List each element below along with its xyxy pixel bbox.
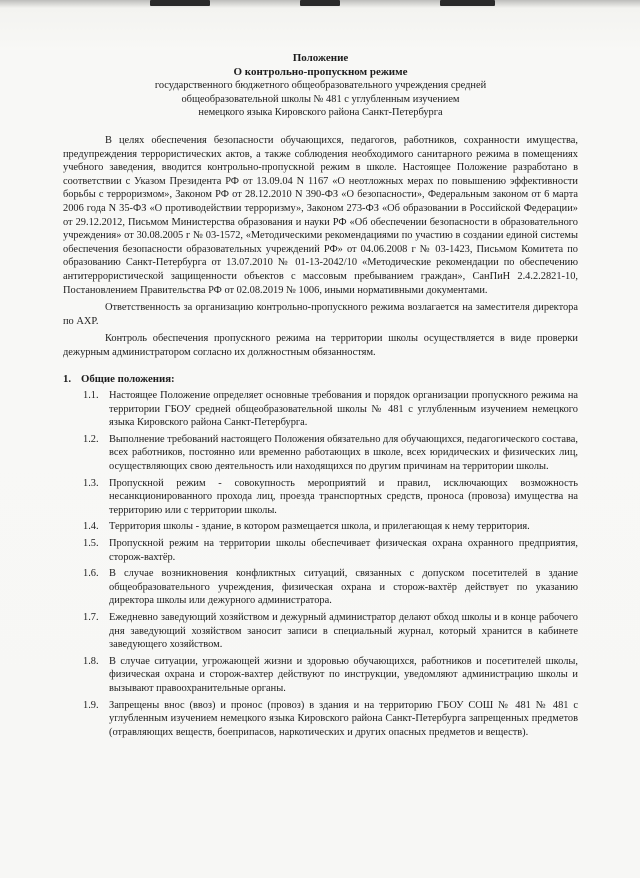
intro-paragraph: В целях обеспечения безопасности обучающихся, педагогов, работников, сохранности имущества, предупреждения террористических актов, а также соблюдения необходимого санитарного режима в помещениях учебного заведения, вводится контрольно-пропускной режим в школе. Настоящее Положение разработано в соответствии с Указом Президента РФ от 13.09.04 N 1167 «О неотложных мерах по повышению эффективности борьбы с терроризмом», Законом РФ от 28.12.2010 N 390-ФЗ «О безопасности», Федеральным законом от 6 марта 2006 года N 35-ФЗ «О противодействии терроризму», Законом 273-ФЗ «Об образовании в Российской Федерации» от 29.12.2012, Письмом Министерства образования и науки РФ «Об обеспечении безопасности в образовательного учреждения» от 30.08.2005 г № 03-1572, «Методическими рекомендациями по участию в создании единой системы обеспечения безопасности образовательных учреждений РФ» от 04.06.2008 г № 03-1423, Письмом Комитета по образованию Санкт-Петербурга от 13.07.2010 № 01-13-2042/10 «Методические рекомендации по обеспечению антитеррористической защищенности объектов с массовым пребыванием граждан», СанПиН 2.4.2.2821-10, Постановлением Правительства РФ от 02.08.2019 № 1006, иными нормативными документами. [63, 134, 578, 296]
list-item [63, 655, 578, 696]
org-line-3: немецкого языка Кировского района Санкт-Петербурга [198, 107, 443, 119]
item-text: В случае ситуации, угрожающей жизни и здоровью обучающихся, работников и посетителей школы, физическая охрана и сторож-вахтер действуют по инструкции, уведомляют администрацию школы и вызывают правоохранительные органы. [109, 655, 578, 694]
doc-subtitle: О контрольно-пропускном режиме [233, 65, 408, 78]
org-line-2: общеобразовательной школы № 481 с углубленным изучением [181, 93, 460, 105]
list-item [63, 567, 578, 608]
list-item [63, 389, 578, 430]
list-item [63, 699, 578, 740]
item-number: 1.8. [83, 655, 99, 667]
item-number: 1.3. [83, 477, 99, 489]
document-body [63, 52, 578, 742]
title-block [63, 52, 578, 120]
item-text: Ежедневно заведующий хозяйством и дежурный администратор делают обход школы и в конце рабочего дня заведующий хозяйством заносит записи в специальный журнал, который хранится в кабинете заведующего хозяйством. [109, 611, 578, 651]
scan-artifact [440, 0, 495, 6]
section-1-title: Общие положения: [81, 373, 175, 386]
item-text: Пропускной режим на территории школы обеспечивает физическая охрана охранного предприятия, сторож-вахтёр. [109, 538, 578, 563]
item-text: Выполнение требований настоящего Положения обязательно для обучающихся, педагогического состава, всех работников, постоянно или временно работающих в школе, всех юридических и физических лиц, осуществляющих свою деятельность или находящихся по другим причинам на территории школы. [109, 433, 578, 473]
org-line-1: государственного бюджетного общеобразовательного учреждения средней [154, 80, 487, 92]
item-text: Настоящее Положение определяет основные требования и порядок организации пропускного режима на территории ГБОУ средней общеобразовательной школы № 481 с углубленным изучением немецкого языка Кировского района Санкт-Петербурга. [109, 390, 578, 429]
list-item [63, 537, 578, 564]
item-text: Запрещены внос (ввоз) и пронос (провоз) в здания и на территорию ГБОУ СОШ № 481 № 481 с углубленным изучением немецкого языка Кировского района Санкт-Петербурга запрещенных предметов (отравляющих веществ, боеприпасов, наркотических и других опасных предметов и веществ). [109, 699, 578, 738]
list-item [63, 477, 578, 518]
item-text: В случае возникновения конфликтных ситуаций, связанных с допуском посетителей в здание общеобразовательного учреждения, физическая охрана и сторож-вахтёр действует по указанию директора школы или дежурного администратора. [109, 568, 578, 607]
control-paragraph: Контроль обеспечения пропускного режима на территории школы осуществляется в виде проверки дежурным администратором согласно их должностным обязанностям. [63, 333, 578, 358]
section-1-number: 1. [63, 373, 72, 386]
scan-artifact [300, 0, 340, 6]
scan-artifact [150, 0, 210, 6]
item-number: 1.6. [83, 568, 99, 580]
responsibility-paragraph: Ответственность за организацию контрольно-пропускного режима возлагается на заместителя директора по АХР. [63, 302, 578, 327]
section-1-heading [63, 373, 578, 387]
list-item [63, 433, 578, 474]
item-number: 1.5. [83, 538, 99, 549]
list-item [63, 611, 578, 652]
item-number: 1.4. [83, 521, 99, 533]
item-number: 1.9. [83, 699, 99, 711]
item-text: Пропускной режим - совокупность мероприятий и правил, исключающих возможность несанкционированного прохода лиц, проезда транспортных средств, проноса (провоза) имущества на территорию или с территории школы. [109, 477, 578, 516]
list-item [63, 520, 578, 534]
item-number: 1.1. [83, 390, 99, 402]
item-number: 1.7. [83, 611, 99, 623]
section-1-items [63, 389, 578, 739]
doc-title: Положение [292, 52, 349, 64]
item-number: 1.2. [83, 433, 99, 445]
item-text: Территория школы - здание, в котором размещается школа, и прилегающая к нему территория. [109, 521, 530, 533]
